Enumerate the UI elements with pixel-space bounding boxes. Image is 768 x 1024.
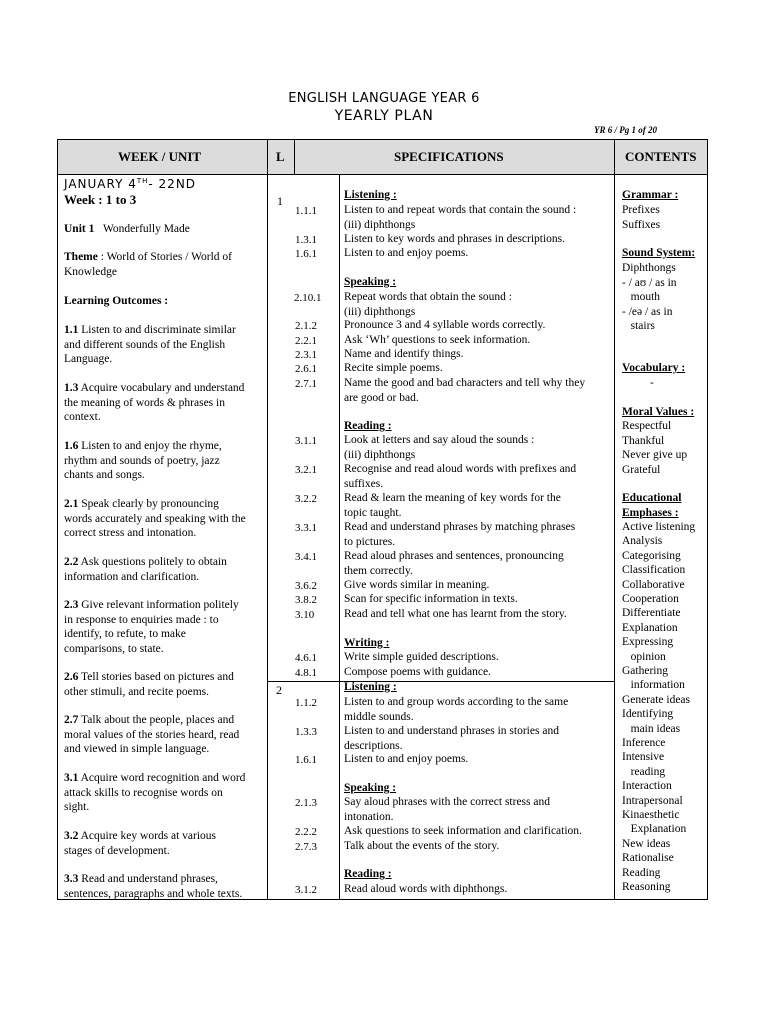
outcome-text: Tell stories based on pictures and — [78, 671, 234, 683]
outcome-number: 3.3 — [64, 873, 79, 885]
emphasis-item: Cooperation — [622, 593, 679, 605]
emphasis-item: Categorising — [622, 549, 681, 562]
header-week-unit: WEEK / UNIT — [118, 149, 202, 164]
spec-text: Listen to and repeat words that contain the sound : — [344, 204, 577, 216]
header-contents: CONTENTS — [625, 149, 697, 164]
spec-code: 1.6.1 — [295, 248, 317, 260]
outcome-line: moral values of the stories heard, read — [64, 728, 240, 741]
outcome-number: 1.6 — [64, 440, 79, 452]
spec-text: Pronounce 3 and 4 syllable words correctly. — [344, 319, 546, 331]
outcome-text: Acquire word recognition and word — [78, 772, 246, 784]
spec-text: Write simple guided descriptions. — [344, 651, 499, 663]
outcome-line: words accurately and speaking with the — [64, 512, 246, 525]
spec-text: Compose poems with guidance. — [344, 666, 491, 678]
emphasis-item: reading — [622, 765, 666, 778]
header-l: L — [276, 149, 285, 164]
spec-code: 4.8.1 — [295, 667, 317, 679]
spec-text: Recognise and read aloud words with prefixes and — [344, 463, 577, 475]
outcome-text: Listen to and enjoy the rhyme, — [78, 440, 222, 452]
emphasis-item: Expressing — [622, 636, 674, 649]
skill-heading: Writing : — [344, 637, 390, 649]
outcome-number: 2.7 — [64, 714, 79, 726]
spec-text: middle sounds. — [344, 710, 414, 723]
outcome-line: and viewed in simple language. — [64, 743, 210, 755]
moral-value-item: Never give up — [622, 449, 688, 461]
emphasis-item: Interaction — [622, 780, 672, 793]
educational-emphases-heading: Emphases : — [622, 507, 679, 519]
outcome-line: sight. — [64, 801, 90, 813]
learning-outcomes-heading: Learning Outcomes : — [64, 295, 169, 307]
lesson-number: 2 — [276, 683, 282, 697]
lesson-divider — [267, 681, 614, 682]
header-specifications: SPECIFICATIONS — [394, 149, 504, 164]
spec-text: intonation. — [344, 810, 394, 823]
spec-code: 1.6.1 — [295, 754, 317, 766]
spec-code: 2.10.1 — [294, 292, 322, 304]
spec-code: 3.10 — [295, 609, 315, 621]
spec-code: 1.1.1 — [295, 205, 317, 217]
spec-code: 1.3.1 — [295, 234, 317, 246]
emphasis-item: Gathering — [622, 665, 668, 677]
spec-text: Read and understand phrases by matching phrases — [344, 521, 576, 533]
outcome-line: the meaning of words & phrases in — [64, 396, 225, 409]
emphasis-item: New ideas — [622, 837, 671, 850]
emphasis-item: Generate ideas — [622, 693, 691, 706]
spec-text: are good or bad. — [344, 391, 419, 404]
column-divider — [294, 139, 295, 174]
skill-heading: Speaking : — [344, 782, 397, 794]
spec-text: Name and identify things. — [344, 348, 464, 360]
emphasis-item: Reading — [622, 866, 661, 879]
outcome-line: in response to enquiries made : to — [64, 613, 219, 626]
sound-item: mouth — [622, 291, 661, 303]
spec-text: Ask ‘Wh’ questions to seek information. — [344, 334, 531, 346]
spec-text: Recite simple poems. — [344, 362, 443, 374]
theme-line-2: Knowledge — [64, 266, 118, 278]
grammar-heading: Grammar : — [622, 189, 679, 201]
outcome-number: 1.1 — [64, 324, 79, 336]
spec-text: Read aloud phrases and sentences, pronouncing — [344, 550, 564, 562]
emphasis-item: Intrapersonal — [622, 794, 683, 807]
spec-text: Listen to and understand phrases in stories and — [344, 725, 559, 737]
spec-text: Scan for specific information in texts. — [344, 593, 518, 605]
spec-code: 3.8.2 — [295, 594, 317, 606]
spec-code: 3.2.2 — [295, 493, 317, 505]
spec-code: 2.2.2 — [295, 826, 317, 838]
spec-text: them correctly. — [344, 564, 413, 577]
outcome-line: identify, to refute, to make — [64, 628, 186, 640]
spec-code: 3.6.2 — [295, 580, 317, 592]
spec-code: 4.6.1 — [295, 652, 317, 664]
outcome-line — [64, 598, 239, 613]
outcome-number: 2.6 — [64, 671, 79, 683]
skill-heading: Listening : — [344, 189, 397, 201]
outcome-number: 2.2 — [64, 556, 79, 568]
sound-item: - / aʊ / as in — [622, 276, 677, 289]
spec-text: to pictures. — [344, 535, 396, 548]
outcome-line: and different sounds of the English — [64, 338, 226, 351]
educational-emphases-heading: Educational — [622, 492, 682, 504]
grammar-item: Suffixes — [622, 218, 661, 231]
outcome-text: Speak clearly by pronouncing — [78, 498, 219, 510]
emphasis-item: Reasoning — [622, 881, 671, 893]
emphasis-item: information — [622, 679, 685, 692]
emphasis-item: Explanation — [622, 823, 687, 836]
skill-heading: Reading : — [344, 868, 392, 880]
outcome-text: Acquire vocabulary and understand — [78, 382, 245, 394]
outcome-line: attack skills to recognise words on — [64, 786, 223, 799]
emphasis-item: Identifying — [622, 708, 674, 721]
spec-text: Read aloud words with diphthongs. — [344, 883, 508, 895]
outcome-line — [64, 555, 227, 570]
spec-text: Read & learn the meaning of key words for the — [344, 492, 561, 504]
spec-code: 1.3.3 — [295, 726, 317, 738]
spec-text: topic taught. — [344, 506, 402, 519]
outcome-text: Acquire key words at various — [78, 830, 217, 842]
outcome-line: stages of development. — [64, 844, 170, 857]
outcome-text: Ask questions politely to obtain — [78, 556, 227, 568]
column-divider — [267, 139, 268, 900]
page-reference: YR 6 / Pg 1 of 20 — [594, 125, 657, 135]
outcome-number: 2.1 — [64, 498, 79, 510]
lesson-number: 1 — [277, 194, 283, 208]
spec-code: 2.3.1 — [295, 349, 317, 361]
outcome-line: correct stress and intonation. — [64, 527, 197, 539]
outcome-text: Give relevant information politely — [78, 599, 239, 611]
spec-text: Say aloud phrases with the correct stress and — [344, 796, 550, 808]
spec-text: Listen to key words and phrases in descriptions. — [344, 233, 566, 245]
outcome-text: Talk about the people, places and — [78, 714, 235, 726]
outcome-line — [64, 829, 216, 844]
spec-code: 3.4.1 — [295, 551, 317, 563]
spec-text: Talk about the events of the story. — [344, 840, 500, 852]
column-divider — [614, 139, 615, 900]
vocabulary-dash: - — [650, 377, 654, 389]
outcome-number: 3.1 — [64, 772, 79, 784]
spec-text: Listen to and group words according to the same — [344, 696, 569, 708]
spec-code: 2.7.3 — [295, 841, 317, 853]
outcome-line: sentences, paragraphs and whole texts. — [64, 887, 243, 900]
vocabulary-heading: Vocabulary : — [622, 362, 686, 374]
document-subtitle: YEARLY PLAN — [334, 108, 434, 124]
sound-item: stairs — [622, 320, 655, 332]
emphasis-item: Rationalise — [622, 852, 674, 865]
emphasis-item: Intensive — [622, 751, 665, 764]
spec-code: 2.1.3 — [295, 797, 317, 809]
outcome-line: comparisons, to state. — [64, 642, 164, 655]
spec-code: 2.6.1 — [295, 363, 317, 375]
spec-text: Listen to and enjoy poems. — [344, 247, 469, 259]
month-range: JANUARY 4TH- 22ND — [64, 177, 197, 191]
unit-title: Unit 1 Wonderfully Made — [64, 223, 190, 235]
spec-code: 1.1.2 — [295, 697, 317, 709]
emphasis-item: main ideas — [622, 722, 681, 735]
spec-text: descriptions. — [344, 739, 403, 752]
skill-heading: Reading : — [344, 420, 392, 432]
spec-text: Read and tell what one has learnt from the story. — [344, 608, 567, 620]
sound-item: Diphthongs — [622, 262, 676, 274]
sound-item: - /eə / as in — [622, 305, 673, 318]
outcome-number: 3.2 — [64, 830, 79, 842]
moral-value-item: Thankful — [622, 434, 665, 447]
column-divider — [339, 174, 340, 900]
emphasis-item: Kinaesthetic — [622, 809, 680, 821]
spec-code: 3.1.1 — [295, 435, 317, 447]
skill-heading: Speaking : — [344, 276, 397, 288]
emphasis-item: Collaborative — [622, 578, 685, 591]
spec-text: (iii) diphthongs — [344, 218, 416, 231]
outcome-line: chants and songs. — [64, 469, 145, 481]
sound-system-heading: Sound System: — [622, 247, 696, 259]
emphasis-item: Classification — [622, 564, 686, 577]
spec-text: Look at letters and say aloud the sounds : — [344, 434, 535, 446]
spec-text: (iii) diphthongs — [344, 448, 416, 461]
outcome-line — [64, 323, 236, 338]
spec-text: suffixes. — [344, 477, 384, 490]
outcome-number: 2.3 — [64, 599, 79, 611]
moral-value-item: Grateful — [622, 463, 661, 476]
grammar-item: Prefixes — [622, 204, 660, 216]
outcome-line: information and clarification. — [64, 570, 200, 583]
outcome-line — [64, 497, 219, 512]
spec-text: Repeat words that obtain the sound : — [344, 291, 512, 303]
document-title: ENGLISH LANGUAGE YEAR 6 — [288, 91, 480, 106]
spec-text: Listen to and enjoy poems. — [344, 753, 469, 765]
outcome-line: context. — [64, 411, 101, 423]
spec-text: Ask questions to seek information and clarification. — [344, 825, 582, 837]
outcome-line — [64, 872, 218, 887]
outcome-line — [64, 381, 244, 396]
header-divider — [57, 174, 708, 175]
spec-text: Give words similar in meaning. — [344, 579, 490, 591]
spec-code: 2.7.1 — [295, 378, 317, 390]
outcome-text: Listen to and discriminate similar — [78, 324, 236, 336]
moral-value-item: Respectful — [622, 420, 672, 432]
moral-values-heading: Moral Values : — [622, 406, 695, 418]
week-range: Week : 1 to 3 — [64, 192, 137, 207]
skill-heading: Listening : — [344, 681, 397, 693]
emphasis-item: Inference — [622, 737, 666, 749]
outcome-line: Language. — [64, 353, 113, 365]
outcome-line — [64, 670, 234, 685]
outcome-text: Read and understand phrases, — [78, 873, 218, 885]
spec-text: Name the good and bad characters and tell why they — [344, 377, 586, 389]
emphasis-item: Active listening — [622, 521, 696, 533]
outcome-line — [64, 713, 234, 728]
outcome-line: rhythm and sounds of poetry, jazz — [64, 454, 220, 467]
spec-code: 3.3.1 — [295, 522, 317, 534]
spec-code: 2.2.1 — [295, 335, 317, 347]
spec-code: 2.1.2 — [295, 320, 317, 332]
emphasis-item: Differentiate — [622, 607, 681, 620]
outcome-number: 1.3 — [64, 382, 79, 394]
spec-text: (iii) diphthongs — [344, 305, 416, 318]
spec-code: 3.2.1 — [295, 464, 317, 476]
outcome-line — [64, 439, 222, 454]
emphasis-item: opinion — [622, 650, 666, 663]
emphasis-item: Explanation — [622, 621, 678, 634]
outcome-line: other stimuli, and recite poems. — [64, 685, 209, 698]
emphasis-item: Analysis — [622, 535, 663, 548]
outcome-line — [64, 771, 245, 786]
spec-code: 3.1.2 — [295, 884, 317, 896]
theme-line: Theme : World of Stories / World of — [64, 251, 232, 263]
